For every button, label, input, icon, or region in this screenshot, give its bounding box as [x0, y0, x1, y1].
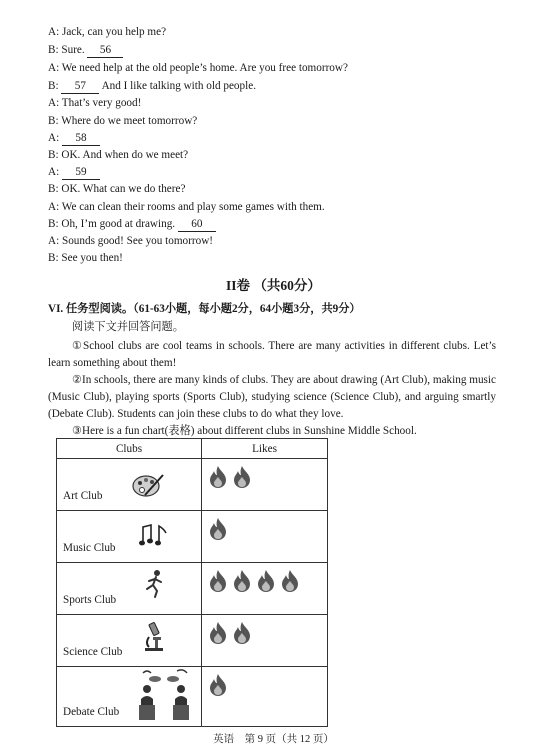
dialogue-line-6: B: Where do we meet tomorrow?: [48, 115, 198, 127]
microscope-icon: [141, 621, 167, 653]
answer-blank-58[interactable]: 58: [62, 131, 100, 146]
dialogue-line-12: B: Oh, I’m good at drawing. 60: [48, 217, 216, 232]
flame-icon: [208, 673, 228, 697]
runner-icon: [143, 569, 167, 599]
palette-icon: [131, 471, 165, 499]
dialogue-line-1: A: Jack, can you help me?: [48, 26, 167, 38]
likes-debate: [208, 673, 228, 697]
flame-icon: [280, 569, 300, 593]
dialogue-line-5: A: That’s very good!: [48, 97, 142, 109]
music-notes-icon: [139, 521, 169, 549]
flame-icon: [208, 621, 228, 645]
flame-icon: [208, 569, 228, 593]
answer-blank-60[interactable]: 60: [178, 217, 216, 232]
table-row: [57, 667, 328, 727]
dialogue-line-8: B: OK. And when do we meet?: [48, 149, 189, 161]
likes-art: [208, 465, 252, 489]
paragraph-1: ①School clubs are cool teams in schools. There are many activities in different clubs. Let’s learn something about them!: [48, 340, 496, 369]
flame-icon: [232, 569, 252, 593]
likes-science: [208, 621, 252, 645]
flame-icon: [232, 621, 252, 645]
club-name-science: Science Club: [63, 646, 123, 658]
club-name-music: Music Club: [63, 542, 116, 554]
club-name-sports: Sports Club: [63, 594, 117, 606]
flame-icon: [232, 465, 252, 489]
club-name-debate: Debate Club: [63, 706, 120, 718]
table-row: [57, 511, 328, 563]
paragraph-2: ②In schools, there are many kinds of clubs. They are about drawing (Art Club), making music (Music Club), playing sports (Sports Club), studying science (Science Club), and arguing smartly (Debate Club). Students can join these clubs to do what they love.: [48, 374, 496, 420]
dialogue-line-10: B: OK. What can we do there?: [48, 183, 186, 195]
header-likes: Likes: [202, 439, 328, 459]
dialogue-line-7: A: 58: [48, 131, 100, 146]
paragraph-3: ③Here is a fun chart(表格) about different clubs in Sunshine Middle School.: [72, 425, 417, 437]
answer-blank-56[interactable]: 56: [87, 43, 123, 58]
dialogue-line-2: B: Sure. 56: [48, 43, 123, 58]
flame-icon: [256, 569, 276, 593]
club-name-art: Art Club: [63, 490, 103, 502]
dialogue-line-9: A: 59: [48, 165, 100, 180]
dialogue-line-11: A: We can clean their rooms and play some games with them.: [48, 201, 325, 213]
section-title: II卷 （共60分）: [226, 278, 321, 293]
dialogue-line-4: B: 57 And I like talking with old people.: [48, 80, 256, 92]
dialogue-line-13: A: Sounds good! See you tomorrow!: [48, 235, 214, 247]
flame-icon: [208, 517, 228, 541]
dialogue-line-14: B: See you then!: [48, 252, 123, 264]
table-row: [57, 459, 328, 511]
flame-icon: [208, 465, 228, 489]
clubs-chart-table: [56, 438, 328, 727]
answer-blank-59[interactable]: 59: [62, 165, 100, 180]
table-row: [57, 563, 328, 615]
answer-blank-57[interactable]: 57: [61, 79, 99, 94]
page-footer: 英语 第 9 页（共 12 页）: [213, 734, 334, 745]
dialogue-line-3: A: We need help at the old people’s home. Are you free tomorrow?: [48, 62, 348, 74]
header-clubs: Clubs: [57, 439, 202, 459]
task-instruction: 阅读下文并回答问题。: [72, 321, 184, 333]
task-heading: VI. 任务型阅读。（61-63小题，每小题2分，64小题3分，共9分）: [48, 303, 361, 315]
debaters-icon: [137, 669, 193, 721]
likes-sports: [208, 569, 300, 593]
likes-music: [208, 517, 228, 541]
table-row: [57, 615, 328, 667]
